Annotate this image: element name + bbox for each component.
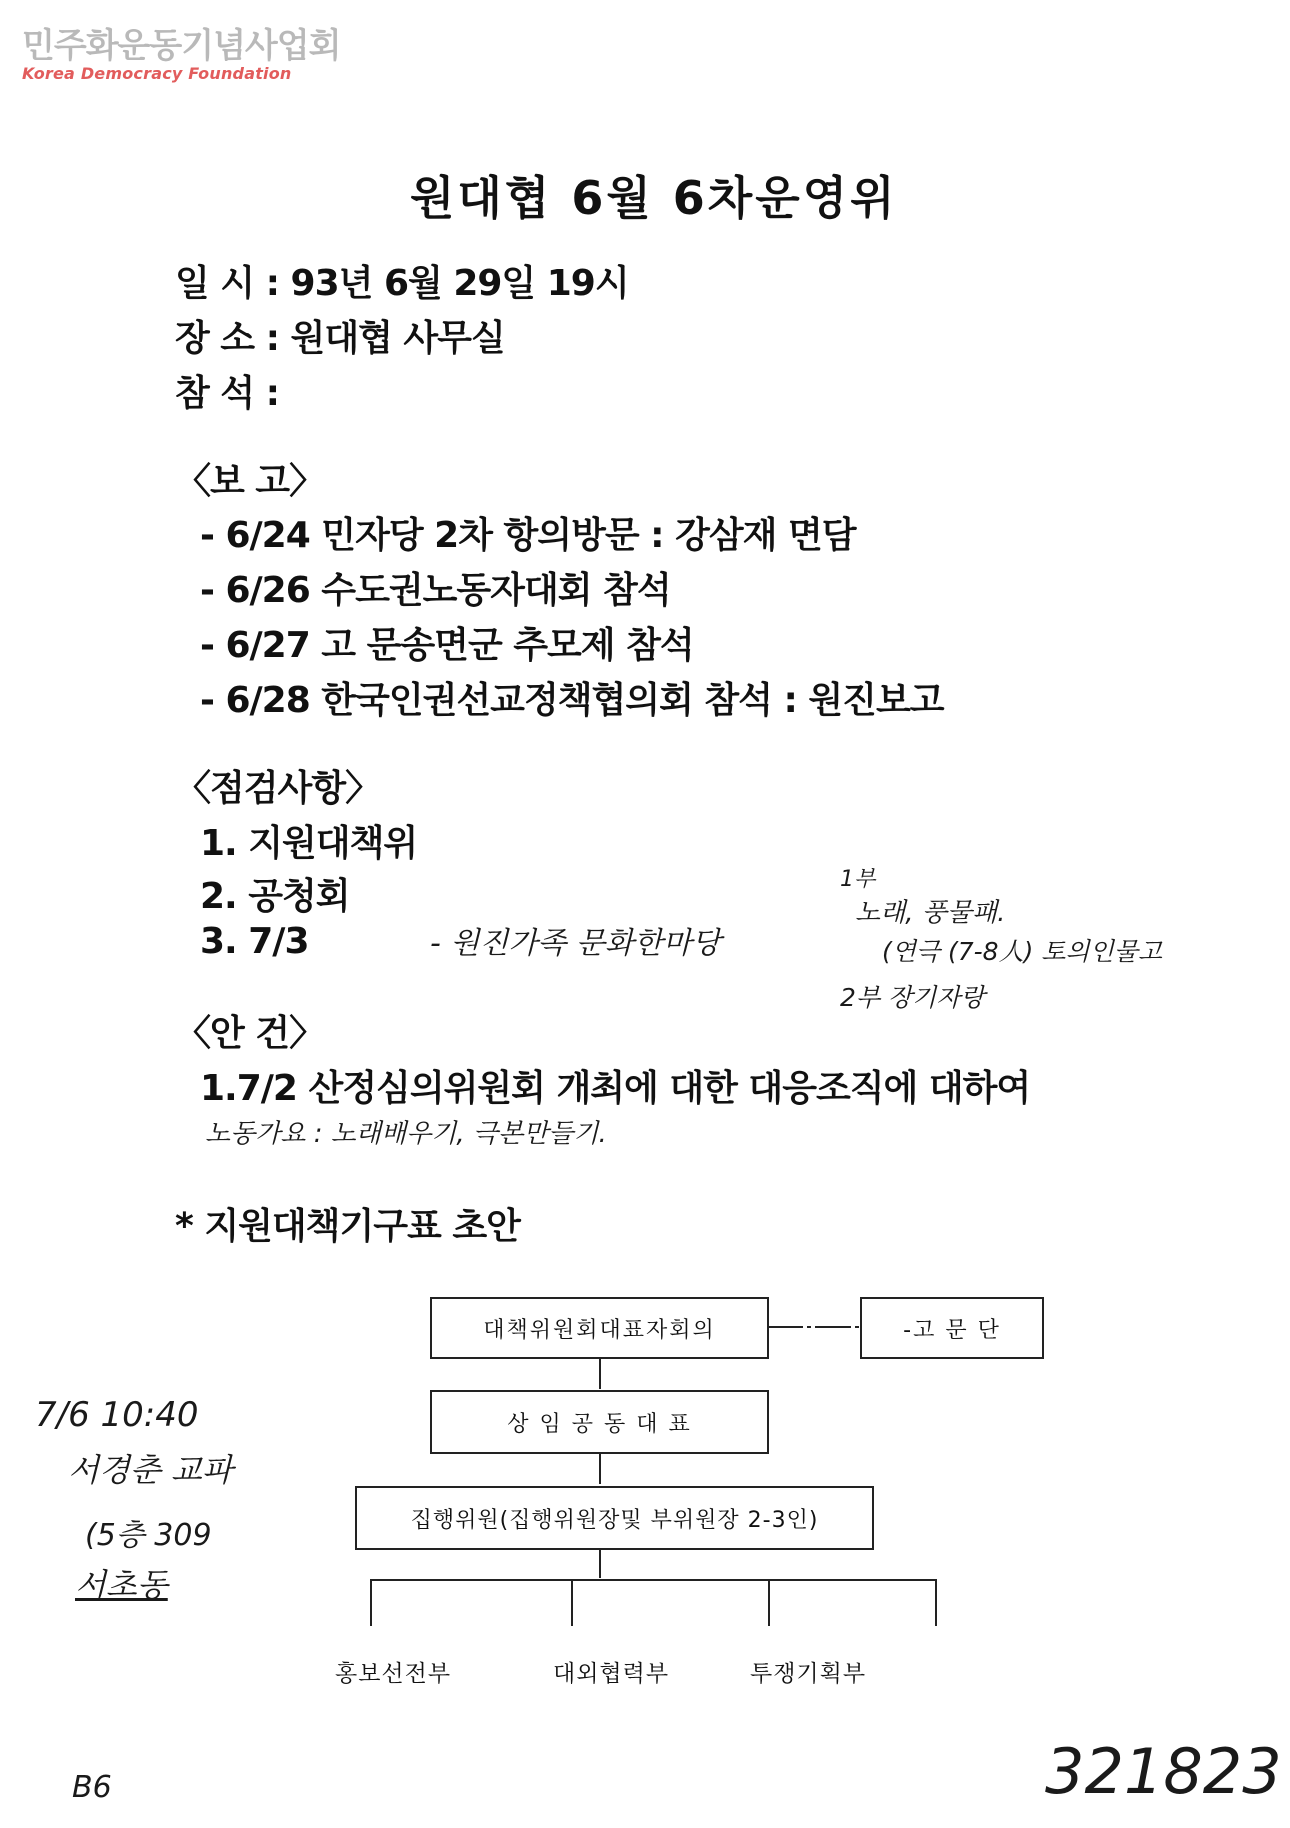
org-executive-box: 집행위원(집행위원장및 부위원장 2-3인) xyxy=(355,1486,874,1550)
checklist-item: 1. 지원대책위 xyxy=(200,823,418,864)
handwritten-side-note-place: 서초동 xyxy=(75,1566,168,1604)
org-chart-heading: * 지원대책기구표 초안 xyxy=(175,1206,520,1247)
handwritten-part1-label: 1부 xyxy=(840,867,876,892)
org-department: 대외협력부 xyxy=(553,1661,670,1687)
org-department: 투쟁기획부 xyxy=(750,1661,867,1687)
checklist-heading: 〈점검사항〉 xyxy=(175,768,381,809)
org-standing-box: 상 임 공 동 대 표 xyxy=(430,1390,769,1454)
report-item: - 6/28 한국인권선교정책협의회 참석 : 원진보고 xyxy=(200,680,944,721)
handwritten-side-note-name: 서경춘 교파 xyxy=(68,1451,233,1489)
report-item: - 6/27 고 문송면군 추모제 참석 xyxy=(200,625,694,666)
report-item: - 6/26 수도권노동자대회 참석 xyxy=(200,570,671,611)
report-item: - 6/24 민자당 2차 항의방문 : 강삼재 면담 xyxy=(200,515,856,556)
document-number: 321823 xyxy=(1045,1735,1282,1808)
document-title: 원대협 6월 6차운영위 xyxy=(410,171,898,225)
meta-attendees: 참 석 : xyxy=(175,373,280,414)
watermark-english: Korea Democracy Foundation xyxy=(22,64,292,83)
watermark-korean: 민주화운동기념사업회 xyxy=(22,26,341,66)
handwritten-part1-line2: (연극 (7-8人) 토의인물고 xyxy=(882,937,1163,966)
handwritten-side-note-room: (5층 309 xyxy=(85,1518,212,1553)
org-department: 홍보선전부 xyxy=(335,1661,452,1687)
handwritten-part2: 2부 장기자랑 xyxy=(840,983,985,1012)
report-heading: 〈보 고〉 xyxy=(175,461,325,502)
agenda-heading: 〈안 건〉 xyxy=(175,1013,325,1054)
meta-location: 장 소 : 원대협 사무실 xyxy=(175,318,505,359)
agenda-item: 1.7/2 산정심의위원회 개최에 대한 대응조직에 대하여 xyxy=(200,1068,1031,1109)
org-top-box: 대책위원회대표자회의 xyxy=(430,1297,769,1359)
org-advisory-box: -고 문 단 xyxy=(860,1297,1044,1359)
handwritten-part1-line1: 노래, 풍물패. xyxy=(855,898,1006,928)
page-mark: B6 xyxy=(72,1770,112,1805)
checklist-item: 3. 7/3 xyxy=(200,921,309,962)
checklist-item: 2. 공청회 xyxy=(200,876,350,917)
handwritten-agenda-note: 노동가요 : 노래배우기, 극본만들기. xyxy=(205,1119,607,1149)
handwritten-checklist-note: - 원진가족 문화한마당 xyxy=(430,926,721,961)
handwritten-side-note-date: 7/6 10:40 xyxy=(35,1395,199,1435)
meta-datetime: 일 시 : 93년 6월 29일 19시 xyxy=(175,263,629,304)
